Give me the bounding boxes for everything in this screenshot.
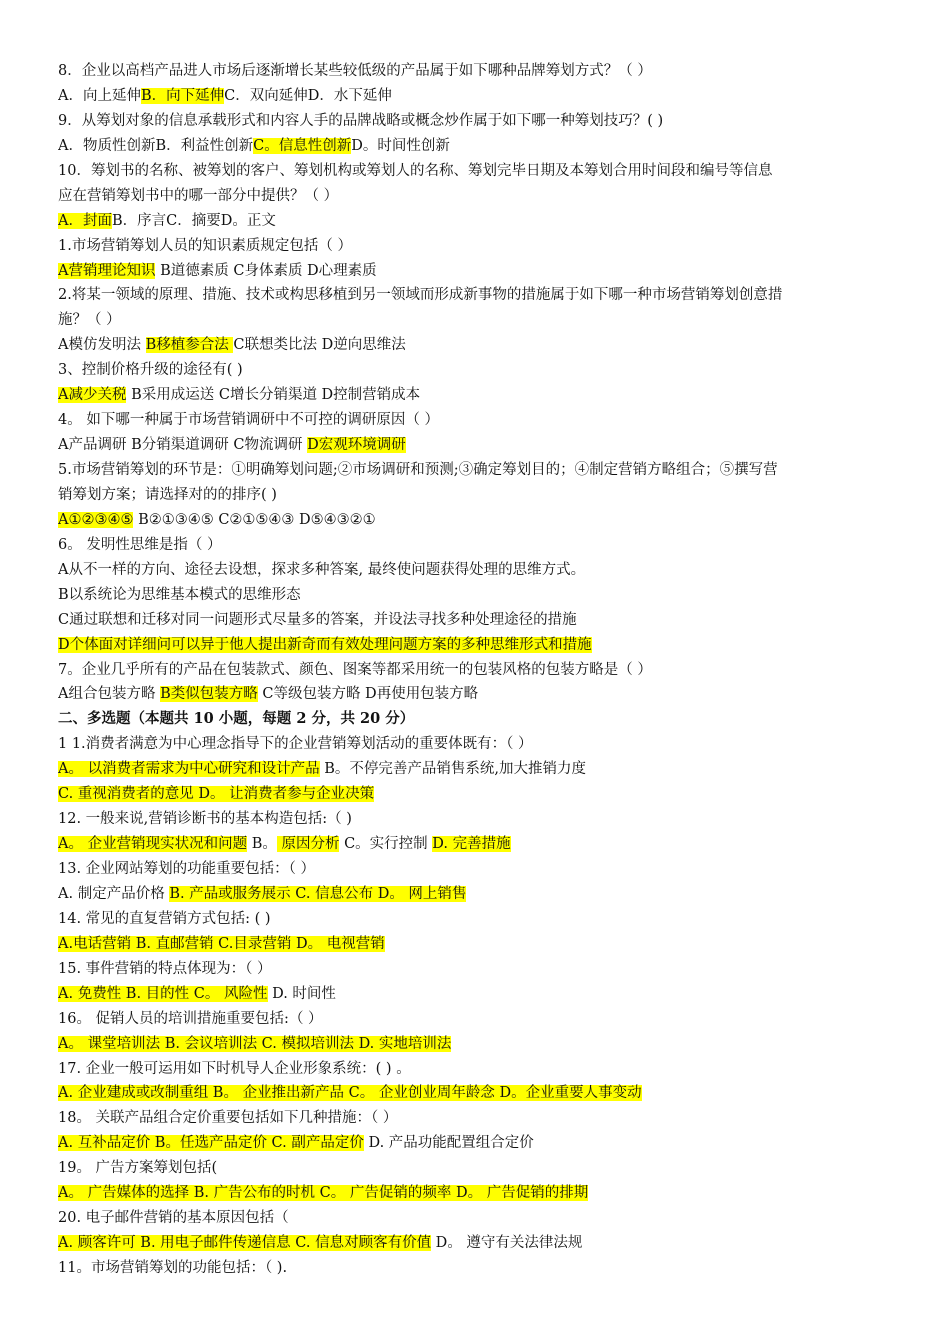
text-line bbox=[58, 757, 900, 782]
text-run: 销筹划方案；请选择对的的排序( ) bbox=[58, 486, 277, 503]
section-heading bbox=[58, 707, 900, 732]
highlighted-answer: A。 企业营销现实状况和问题 bbox=[58, 836, 248, 853]
text-line bbox=[58, 982, 900, 1007]
text-line bbox=[58, 1156, 900, 1181]
text-line bbox=[58, 433, 900, 458]
highlighted-answer: A.电话营销 B. 直邮营销 C.目录营销 D。 电视营销 bbox=[58, 935, 385, 952]
text-line bbox=[58, 84, 900, 109]
text-line bbox=[58, 1032, 900, 1057]
highlighted-answer: A营销理论知识 bbox=[58, 262, 156, 279]
text-run: 17. 企业一般可运用如下时机导人企业形象系统：( ) 。 bbox=[58, 1060, 411, 1077]
text-run: C。实行控制 bbox=[339, 836, 433, 853]
text-run: B采用成运送 C增长分销渠道 D控制营销成本 bbox=[126, 387, 421, 404]
text-run: D. 时间性 bbox=[267, 985, 336, 1002]
text-line bbox=[58, 383, 900, 408]
text-line bbox=[58, 1081, 900, 1106]
text-run: A. 制定产品价格 bbox=[58, 885, 170, 902]
text-run: A组合包装方略 bbox=[58, 686, 161, 703]
text-line bbox=[58, 832, 900, 857]
text-run: 14. 常见的直复营销方式包括: ( ) bbox=[58, 910, 271, 927]
text-run: B。不停完善产品销售系统,加大推销力度 bbox=[319, 761, 586, 778]
text-run: B。 bbox=[247, 836, 277, 853]
text-line bbox=[58, 283, 900, 308]
text-line bbox=[58, 483, 900, 508]
text-line bbox=[58, 658, 900, 683]
text-line bbox=[58, 608, 900, 633]
text-line bbox=[58, 333, 900, 358]
text-line bbox=[58, 907, 900, 932]
text-run: B以系统论为思维基本模式的思维形态 bbox=[58, 586, 301, 603]
text-run: 应在营销筹划书中的哪一部分中提供？（ ） bbox=[58, 187, 339, 204]
text-line bbox=[58, 1181, 900, 1206]
highlighted-answer: B类似包装方略 bbox=[160, 686, 258, 703]
highlighted-answer: D. 完善措施 bbox=[432, 836, 511, 853]
text-run: 7。企业几乎所有的产品在包装款式、颜色、图案等都采用统一的包装风格的包装方略是（ ） bbox=[58, 661, 652, 678]
text-line bbox=[58, 508, 900, 533]
text-run: 施？（ ） bbox=[58, 312, 121, 329]
text-run: C联想类比法 D逆向思维法 bbox=[233, 337, 406, 354]
text-line bbox=[58, 1231, 900, 1256]
text-run: 3、控制价格升级的途径有( ) bbox=[58, 362, 243, 379]
highlighted-answer: D宏观环境调研 bbox=[307, 437, 406, 454]
highlighted-answer: A减少关税 bbox=[58, 387, 127, 404]
text-line bbox=[58, 957, 900, 982]
text-run: D。时间性创新 bbox=[351, 137, 450, 154]
text-run: D。 遵守有关法律法规 bbox=[431, 1235, 583, 1252]
highlighted-answer: A. 免费性 B. 目的性 C。 风险性 bbox=[58, 985, 268, 1002]
text-run: D. 产品功能配置组合定价 bbox=[363, 1135, 534, 1152]
text-run: C等级包装方略 D再使用包装方略 bbox=[257, 686, 479, 703]
text-run: 9．从筹划对象的信息承载形式和内容人手的品牌战略或概念炒作属于如下哪一种筹划技巧？( ) bbox=[58, 112, 664, 129]
text-run: 5.市场营销筹划的环节是：①明确筹划问题;②市场调研和预测;③确定筹划目的；④制定营销方略组合；⑤撰写营 bbox=[58, 462, 778, 478]
text-line bbox=[58, 408, 900, 433]
highlighted-answer: D个体面对详细问可以异于他人提出新奇而有效处理问题方案的多种思维形式和措施 bbox=[58, 636, 592, 653]
text-line bbox=[58, 1131, 900, 1156]
text-line bbox=[58, 109, 900, 134]
text-line bbox=[58, 633, 900, 658]
text-line bbox=[58, 807, 900, 832]
text-run: 12. 一般来说,营销诊断书的基本构造包括:（ ) bbox=[58, 811, 352, 828]
text-line bbox=[58, 1106, 900, 1131]
text-run: A模仿发明法 bbox=[58, 337, 146, 354]
text-run: C．双向延伸D．水下延伸 bbox=[224, 87, 392, 104]
text-run: 1.市场营销筹划人员的知识素质规定包括（ ） bbox=[58, 237, 352, 254]
text-run: 18。 关联产品组合定价重要包括如下几种措施：（ ） bbox=[58, 1110, 398, 1127]
text-run: A产品调研 B分销渠道调研 C物流调研 bbox=[58, 437, 308, 454]
text-line bbox=[58, 1256, 900, 1281]
highlighted-answer: A。 广告媒体的选择 B. 广告公布的时机 C。 广告促销的频率 D。 广告促销的排期 bbox=[58, 1185, 589, 1202]
highlighted-answer: A．封面 bbox=[58, 212, 112, 229]
text-line bbox=[58, 134, 900, 159]
text-line bbox=[58, 533, 900, 558]
highlighted-answer: A. 顾客许可 B. 用电子邮件传递信息 C. 信息对顾客有价值 bbox=[58, 1235, 432, 1252]
text-line bbox=[58, 458, 900, 483]
text-run: 10．筹划书的名称、被筹划的客户、筹划机构或筹划人的名称、筹划完毕日期及本筹划合用时间段和编号等信息 bbox=[58, 162, 773, 179]
text-line bbox=[58, 184, 900, 209]
highlighted-answer: A。 以消费者需求为中心研究和设计产品 bbox=[58, 761, 320, 778]
text-run: 1 1.消费者满意为中心理念指导下的企业营销筹划活动的重要体既有：（ ） bbox=[58, 736, 533, 753]
text-line bbox=[58, 234, 900, 259]
highlighted-answer: C. 重视消费者的意见 D。 让消费者参与企业决策 bbox=[58, 786, 375, 803]
text-line bbox=[58, 1206, 900, 1231]
text-line bbox=[58, 1007, 900, 1032]
text-run: 4。 如下哪一种属于市场营销调研中不可控的调研原因（ ） bbox=[58, 412, 439, 429]
highlighted-answer: C。信息性创新 bbox=[253, 137, 352, 154]
text-run: 二、多选题（本题共 10 小题，每题 2 分，共 20 分） bbox=[58, 710, 415, 728]
text-run: B道德素质 C身体素质 D心理素质 bbox=[155, 262, 377, 279]
text-run: A从不一样的方向、途径去设想，探求多种答案, 最终使问题获得处理的思维方式。 bbox=[58, 561, 586, 578]
highlighted-answer: A. 互补品定价 B。任选产品定价 C. 副产品定价 bbox=[58, 1135, 364, 1152]
text-line bbox=[58, 682, 900, 707]
highlighted-answer: B移植参合法 bbox=[145, 337, 234, 354]
text-line bbox=[58, 358, 900, 383]
text-run: 2.将某一领域的原理、措施、技术或构思移植到另一领域而形成新事物的措施属于如下哪一种市场营销筹划创意措 bbox=[58, 287, 783, 304]
text-line bbox=[58, 932, 900, 957]
text-run: C通过联想和迁移对同一问题形式尽量多的答案，并设法寻找多种处理途径的措施 bbox=[58, 611, 577, 628]
highlighted-answer: A①②③④⑤ bbox=[58, 511, 134, 528]
highlighted-answer: A。 课堂培训法 B. 会议培训法 C. 模拟培训法 D. 实地培训法 bbox=[58, 1035, 452, 1052]
highlighted-answer: 原因分析 bbox=[276, 836, 340, 853]
text-run: 20. 电子邮件营销的基本原因包括（ bbox=[58, 1210, 289, 1227]
highlighted-answer: A. 企业建成或改制重组 B。 企业推出新产品 C。 企业创业周年龄念 D。企业重要人事变动 bbox=[58, 1085, 642, 1102]
text-run: A．向上延伸 bbox=[58, 87, 141, 104]
text-line bbox=[58, 857, 900, 882]
text-line bbox=[58, 583, 900, 608]
highlighted-answer: B．向下延伸 bbox=[140, 87, 225, 104]
text-line bbox=[58, 782, 900, 807]
text-run: B．序言C．摘要D。正文 bbox=[111, 212, 276, 229]
text-line bbox=[58, 209, 900, 234]
text-line bbox=[58, 732, 900, 757]
text-run: B②①③④⑤ C②①⑤④③ D⑤④③②① bbox=[133, 511, 376, 528]
text-run: A．物质性创新B．利益性创新 bbox=[58, 137, 254, 154]
text-line bbox=[58, 159, 900, 184]
text-run: 16。 促销人员的培训措施重要包括:（ ） bbox=[58, 1010, 323, 1027]
text-line bbox=[58, 1057, 900, 1082]
text-line bbox=[58, 882, 900, 907]
text-run: 6。 发明性思维是指（ ） bbox=[58, 536, 222, 553]
text-run: 15. 事件营销的特点体现为：（ ） bbox=[58, 960, 272, 977]
text-line bbox=[58, 259, 900, 284]
highlighted-answer: B. 产品或服务展示 C. 信息公布 D。 网上销售 bbox=[169, 885, 467, 902]
text-run: 19。 广告方案筹划包括( bbox=[58, 1160, 218, 1177]
text-line bbox=[58, 59, 900, 84]
text-run: 8．企业以高档产品进人市场后逐渐增长某些较低级的产品属于如下哪种品牌筹划方式？（ ） bbox=[58, 63, 652, 79]
text-run: 13. 企业网站筹划的功能重要包括：（ ） bbox=[58, 861, 316, 877]
text-run: 11。市场营销筹划的功能包括：（ ). bbox=[58, 1260, 288, 1276]
text-line bbox=[58, 308, 900, 333]
text-line bbox=[58, 558, 900, 583]
